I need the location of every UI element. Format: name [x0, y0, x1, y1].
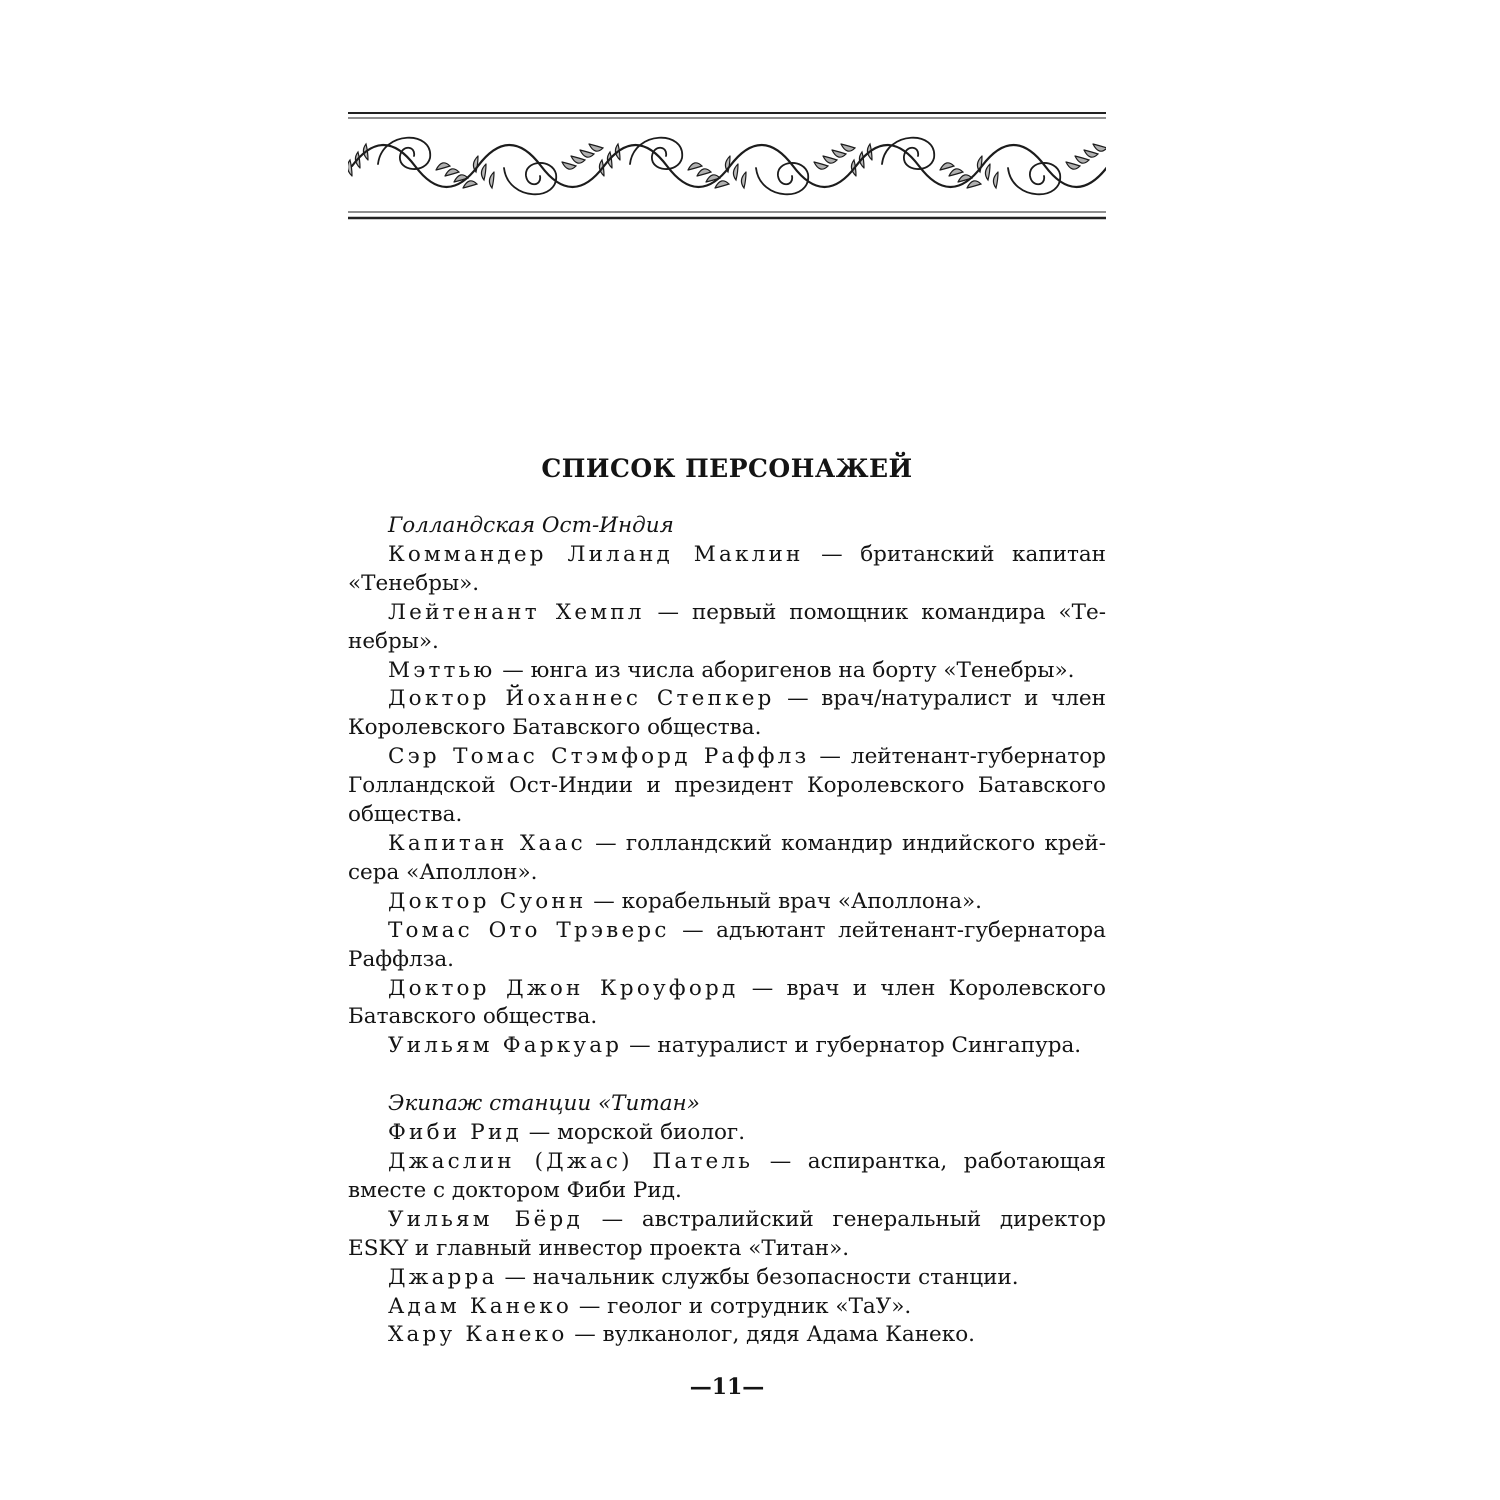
character-name: Фиби Рид [388, 1120, 522, 1146]
character-entry [348, 830, 1106, 888]
character-description: — морской биолог. [521, 1120, 746, 1146]
character-description: — геолог и сотрудник «ТаУ». [572, 1293, 912, 1319]
character-entry [348, 743, 1106, 830]
character-entry [348, 975, 1106, 1033]
character-description: — корабельный врач «Аполлона». [586, 888, 983, 914]
character-entry [348, 1293, 1106, 1322]
character-description: — начальник службы безопасности станции. [497, 1264, 1019, 1290]
character-name: Доктор Йоханнес Степкер [388, 686, 775, 712]
character-entry [348, 599, 1106, 657]
character-entry [348, 685, 1106, 743]
character-name: Лейтенант Хемпл [388, 599, 645, 625]
character-name: Томас Ото Трэверс [388, 917, 670, 943]
character-description: — лейтенант-губернатор Голландской Ост-Индии и президент Королевского Батавского общества. [348, 744, 1106, 828]
character-entry [348, 917, 1106, 975]
character-description: — британский капитан «Тенебры». [348, 541, 1106, 596]
character-description: — австралийский генеральный директор ESKY и главный инвестор проекта «Титан». [348, 1206, 1106, 1261]
character-name: Сэр Томас Стэмфорд Раффлз [388, 744, 810, 770]
character-description: — натуралист и губернатор Сингапура. [622, 1033, 1082, 1059]
character-description: — первый помощник командира «Тенебры». [348, 599, 1106, 654]
character-name: Мэттью [388, 657, 496, 683]
character-name: Доктор Джон Кроуфорд [388, 975, 739, 1001]
character-name: Доктор Суонн [388, 888, 587, 914]
character-description: — аспирантка, работающая вместе с доктором Фиби Рид. [348, 1149, 1106, 1203]
group-divider-space [348, 1061, 1106, 1090]
character-description: — голландский командир индийского крейсера «Аполлон». [348, 830, 1106, 885]
character-name: Уильям Бёрд [388, 1206, 583, 1232]
group-heading-titan-crew: Экипаж станции «Титан» [388, 1091, 700, 1117]
character-description: — врач/натуралист и член Королевского Батавского общества. [348, 686, 1106, 741]
character-list [348, 512, 1106, 1350]
header-ornament [348, 110, 1106, 226]
character-name: Капитан Хаас [388, 830, 586, 856]
character-description: — юнга из числа аборигенов на борту «Тенебры». [495, 657, 1075, 683]
character-entry [348, 1321, 1106, 1350]
group-heading-east-indies: Голландская Ост-Индия [388, 513, 674, 538]
character-entry [348, 1119, 1106, 1148]
character-entry [348, 888, 1106, 917]
character-name: Адам Канеко [388, 1293, 572, 1319]
character-entry [348, 1264, 1106, 1293]
character-entry [348, 657, 1106, 686]
character-entry [348, 1032, 1106, 1061]
page-title: СПИСОК ПЕРСОНАЖЕЙ [541, 454, 913, 483]
character-entry [348, 1206, 1106, 1264]
character-name: Джаслин (Джас) Патель [388, 1149, 754, 1175]
acanthus-scroll-ornament-icon [348, 110, 1106, 226]
character-name: Хару Канеко [388, 1322, 568, 1348]
character-name: Джарра [388, 1264, 498, 1290]
character-entry [348, 1148, 1106, 1206]
character-description: — адъютант лейтенант-губернатора Раффлза. [348, 917, 1106, 972]
character-entry [348, 541, 1106, 599]
character-name: Коммандер Лиланд Маклин [388, 541, 804, 567]
character-description: — врач и член Королевского Батавского общества. [348, 975, 1107, 1030]
character-description: — вулканолог, дядя Адама Канеко. [567, 1322, 975, 1348]
page-number: —11— [689, 1374, 765, 1400]
character-name: Уильям Фаркуар [388, 1033, 623, 1059]
